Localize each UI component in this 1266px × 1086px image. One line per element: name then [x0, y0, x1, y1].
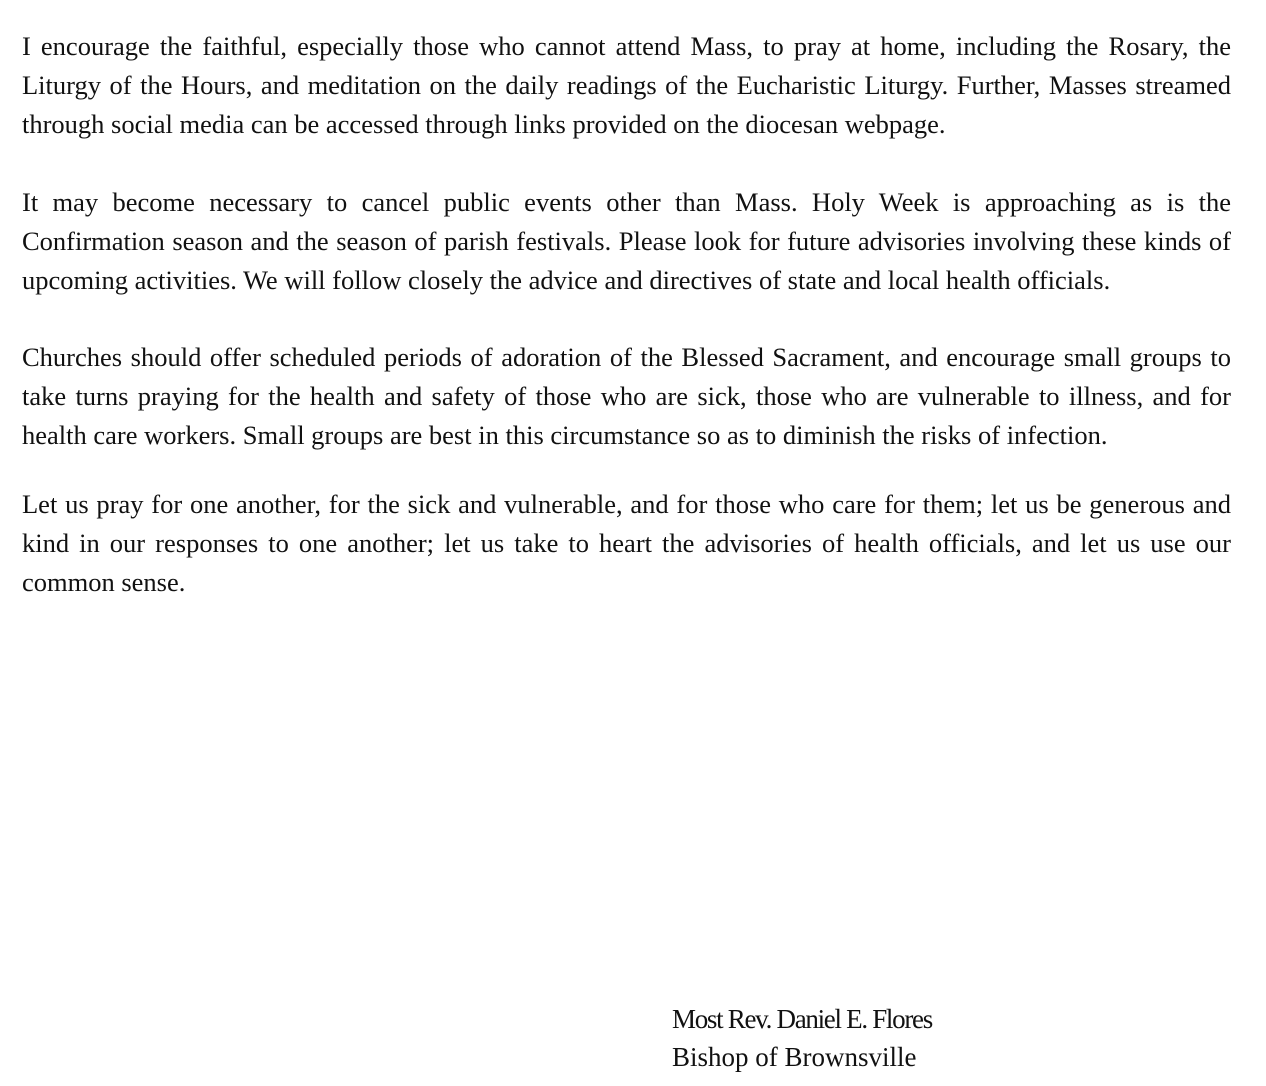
paragraph-closing-prayer: Let us pray for one another, for the sick and vulnerable, and for those who care for them; let us be generous and kind in our responses to one another; let us take to heart the advisories of health officials, and let us use our common sense. — [22, 489, 1231, 597]
paragraph-public-events: It may become necessary to cancel public events other than Mass. Holy Week is approaching as is the Confirmation season and the season of parish festivals. Please look for future advisories involving these kinds of upcoming activities. We will follow closely the advice and directives of state and local health officials. — [22, 187, 1231, 295]
letter-body — [22, 27, 1231, 602]
signature-block — [672, 1000, 1152, 1076]
signature-title: Bishop of Brownsville — [672, 1042, 917, 1072]
signature-name: Most Rev. Daniel E. Flores — [672, 1004, 932, 1034]
paragraph-adoration: Churches should offer scheduled periods of adoration of the Blessed Sacrament, and encourage small groups to take turns praying for the health and safety of those who are sick, those who are vulnerable to illness, and for health care workers. Small groups are best in this circumstance so as to diminish the risks of infection. — [22, 342, 1231, 450]
paragraph-prayer-at-home: I encourage the faithful, especially those who cannot attend Mass, to pray at home, including the Rosary, the Liturgy of the Hours, and meditation on the daily readings of the Eucharistic Liturgy. Further, Masses streamed through social media can be accessed through links provided on the diocesan webpage. — [22, 31, 1231, 139]
